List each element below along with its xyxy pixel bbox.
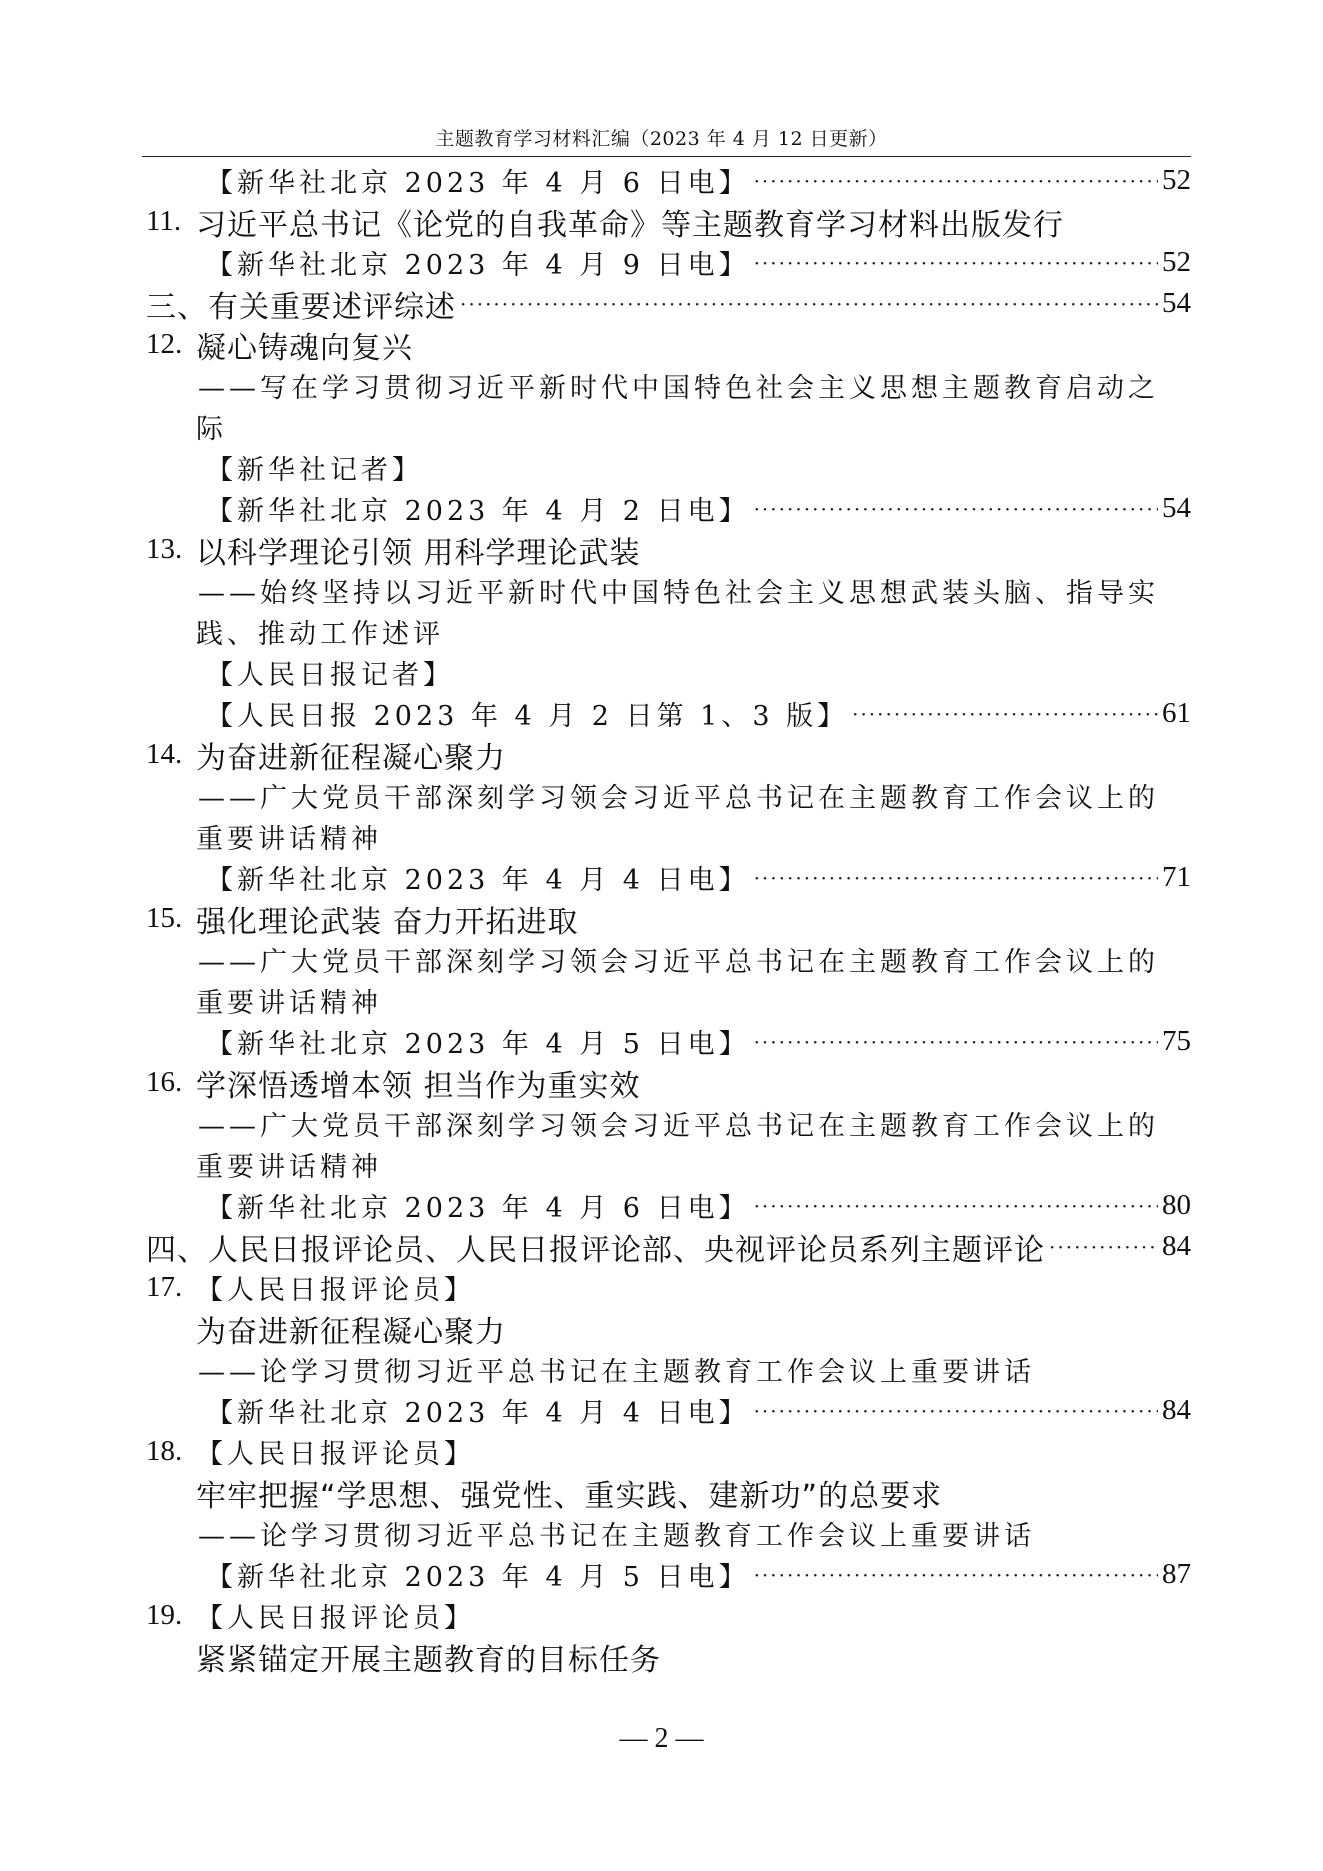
toc-item-subtitle: ——广大党员干部深刻学习领会习近平总书记在主题教育工作会议上的 — [198, 947, 1159, 978]
dot-leader — [1049, 1235, 1158, 1259]
toc-page-number: 54 — [1162, 492, 1191, 524]
toc-line — [146, 570, 1191, 611]
toc-line — [146, 160, 1191, 201]
toc-item-subtitle: ——论学习贯彻习近平总书记在主题教育工作会议上重要讲话 — [198, 1521, 1035, 1552]
toc-line — [146, 488, 1191, 529]
toc-line — [146, 529, 1191, 570]
toc-item-source: 【新华社北京 2023 年 4 月 4 日电】 — [206, 865, 750, 896]
toc-item-source: 【新华社北京 2023 年 4 月 5 日电】 — [206, 1562, 750, 1593]
toc-item-number: 12. — [146, 328, 183, 360]
toc-item-subtitle: ——广大党员干部深刻学习领会习近平总书记在主题教育工作会议上的 — [198, 783, 1159, 814]
toc-page-number: 54 — [1162, 287, 1191, 319]
toc-item-subtitle: ——始终坚持以习近平新时代中国特色社会主义思想武装头脑、指导实 — [198, 578, 1159, 609]
toc-page-number: 52 — [1162, 164, 1191, 196]
toc-line — [146, 1595, 1191, 1636]
toc-item-source: 【新华社北京 2023 年 4 月 9 日电】 — [206, 250, 750, 281]
toc-item-number: 11. — [146, 205, 182, 237]
toc-line — [146, 447, 1191, 488]
toc-page-number: 84 — [1162, 1394, 1191, 1426]
toc-line — [146, 1226, 1191, 1267]
toc-line — [146, 898, 1191, 939]
dot-leader — [754, 1030, 1158, 1054]
page-number: — 2 — — [619, 1723, 704, 1754]
toc-line — [146, 611, 1191, 652]
toc-section-title: 三、有关重要述评综述 — [146, 289, 456, 325]
toc-item-number: 17. — [146, 1271, 183, 1303]
toc-line — [146, 1144, 1191, 1185]
toc-line — [146, 1390, 1191, 1431]
dot-leader — [754, 251, 1158, 275]
toc-line — [146, 693, 1191, 734]
toc-item-source: 【新华社北京 2023 年 4 月 4 日电】 — [206, 1398, 750, 1429]
toc-item-subtitle-cont: 重要讲话精神 — [196, 988, 382, 1019]
toc-line — [146, 1513, 1191, 1554]
toc-page-number: 52 — [1162, 246, 1191, 278]
toc-line — [146, 283, 1191, 324]
toc-item-title: 以科学理论引领 用科学理论武装 — [196, 535, 641, 571]
toc-section-title: 四、人民日报评论员、人民日报评论部、央视评论员系列主题评论 — [146, 1232, 1045, 1268]
toc-item-number: 18. — [146, 1435, 183, 1467]
toc-item-source: 【人民日报评论员】 — [196, 1275, 475, 1306]
toc-line — [146, 406, 1191, 447]
toc-item-source: 【新华社北京 2023 年 4 月 2 日电】 — [206, 496, 750, 527]
toc-line — [146, 734, 1191, 775]
toc-item-title: 牢牢把握“学思想、强党性、重实践、建新功”的总要求 — [196, 1478, 943, 1514]
toc-line — [146, 652, 1191, 693]
toc-line — [146, 365, 1191, 406]
toc-item-number: 13. — [146, 533, 183, 565]
toc-item-number: 19. — [146, 1599, 183, 1631]
toc-page-number: 61 — [1162, 697, 1191, 729]
toc-line — [146, 1308, 1191, 1349]
toc-item-title: 为奋进新征程凝心聚力 — [196, 1314, 506, 1350]
toc-page-number: 80 — [1162, 1189, 1191, 1221]
toc-line — [146, 1472, 1191, 1513]
toc-line — [146, 1636, 1191, 1677]
toc-item-source: 【人民日报评论员】 — [196, 1439, 475, 1470]
toc-item-number: 14. — [146, 738, 183, 770]
toc-page-number: 75 — [1162, 1025, 1191, 1057]
toc-item-subtitle: ——写在学习贯彻习近平新时代中国特色社会主义思想主题教育启动之 — [198, 373, 1159, 404]
toc-line — [146, 1021, 1191, 1062]
toc-line — [146, 242, 1191, 283]
toc-line — [146, 1062, 1191, 1103]
dot-leader — [754, 497, 1158, 521]
toc-item-source: 【人民日报评论员】 — [196, 1603, 475, 1634]
toc-item-subtitle-cont: 重要讲话精神 — [196, 1152, 382, 1183]
toc-item-title: 强化理论武装 奋力开拓进取 — [196, 904, 579, 940]
toc-page-number: 87 — [1162, 1558, 1191, 1590]
dot-leader — [852, 702, 1158, 726]
toc-line — [146, 1103, 1191, 1144]
toc-item-subtitle: ——论学习贯彻习近平总书记在主题教育工作会议上重要讲话 — [198, 1357, 1035, 1388]
toc-line — [146, 980, 1191, 1021]
toc-line — [146, 1185, 1191, 1226]
dot-leader — [754, 1563, 1158, 1587]
toc-item-title: 凝心铸魂向复兴 — [196, 330, 413, 366]
toc-item-subtitle-cont: 重要讲话精神 — [196, 824, 382, 855]
toc-item-source: 【新华社记者】 — [206, 455, 423, 486]
toc-item-title: 学深悟透增本领 担当作为重实效 — [196, 1068, 641, 1104]
toc-line — [146, 775, 1191, 816]
toc-line — [146, 324, 1191, 365]
toc-line — [146, 816, 1191, 857]
table-of-contents — [146, 160, 1191, 1677]
dot-leader — [754, 1399, 1158, 1423]
header-rule — [142, 156, 1191, 157]
toc-line — [146, 857, 1191, 898]
toc-item-subtitle-cont: 际 — [196, 414, 227, 445]
dot-leader — [754, 169, 1158, 193]
toc-page-number: 71 — [1162, 861, 1191, 893]
toc-line — [146, 939, 1191, 980]
toc-line — [146, 1267, 1191, 1308]
toc-line — [146, 1349, 1191, 1390]
toc-item-subtitle-cont: 践、推动工作述评 — [196, 619, 444, 650]
dot-leader — [754, 1194, 1158, 1218]
toc-line — [146, 1431, 1191, 1472]
toc-item-number: 16. — [146, 1066, 183, 1098]
toc-line — [146, 1554, 1191, 1595]
toc-item-source: 【人民日报 2023 年 4 月 2 日第 1、3 版】 — [206, 701, 849, 732]
toc-item-source: 【新华社北京 2023 年 4 月 5 日电】 — [206, 1029, 750, 1060]
dot-leader — [754, 866, 1158, 890]
toc-page-number: 84 — [1162, 1230, 1191, 1262]
toc-item-title: 紧紧锚定开展主题教育的目标任务 — [196, 1642, 661, 1678]
toc-item-number: 15. — [146, 902, 183, 934]
toc-item-source: 【人民日报记者】 — [206, 660, 454, 691]
dot-leader — [460, 292, 1158, 316]
toc-item-source: 【新华社北京 2023 年 4 月 6 日电】 — [206, 168, 750, 199]
toc-item-title: 习近平总书记《论党的自我革命》等主题教育学习材料出版发行 — [196, 207, 1064, 243]
toc-item-title: 为奋进新征程凝心聚力 — [196, 740, 506, 776]
toc-item-source: 【新华社北京 2023 年 4 月 6 日电】 — [206, 1193, 750, 1224]
running-header: 主题教育学习材料汇编（2023 年 4 月 12 日更新） — [435, 128, 888, 150]
toc-item-subtitle: ——广大党员干部深刻学习领会习近平总书记在主题教育工作会议上的 — [198, 1111, 1159, 1142]
toc-line — [146, 201, 1191, 242]
